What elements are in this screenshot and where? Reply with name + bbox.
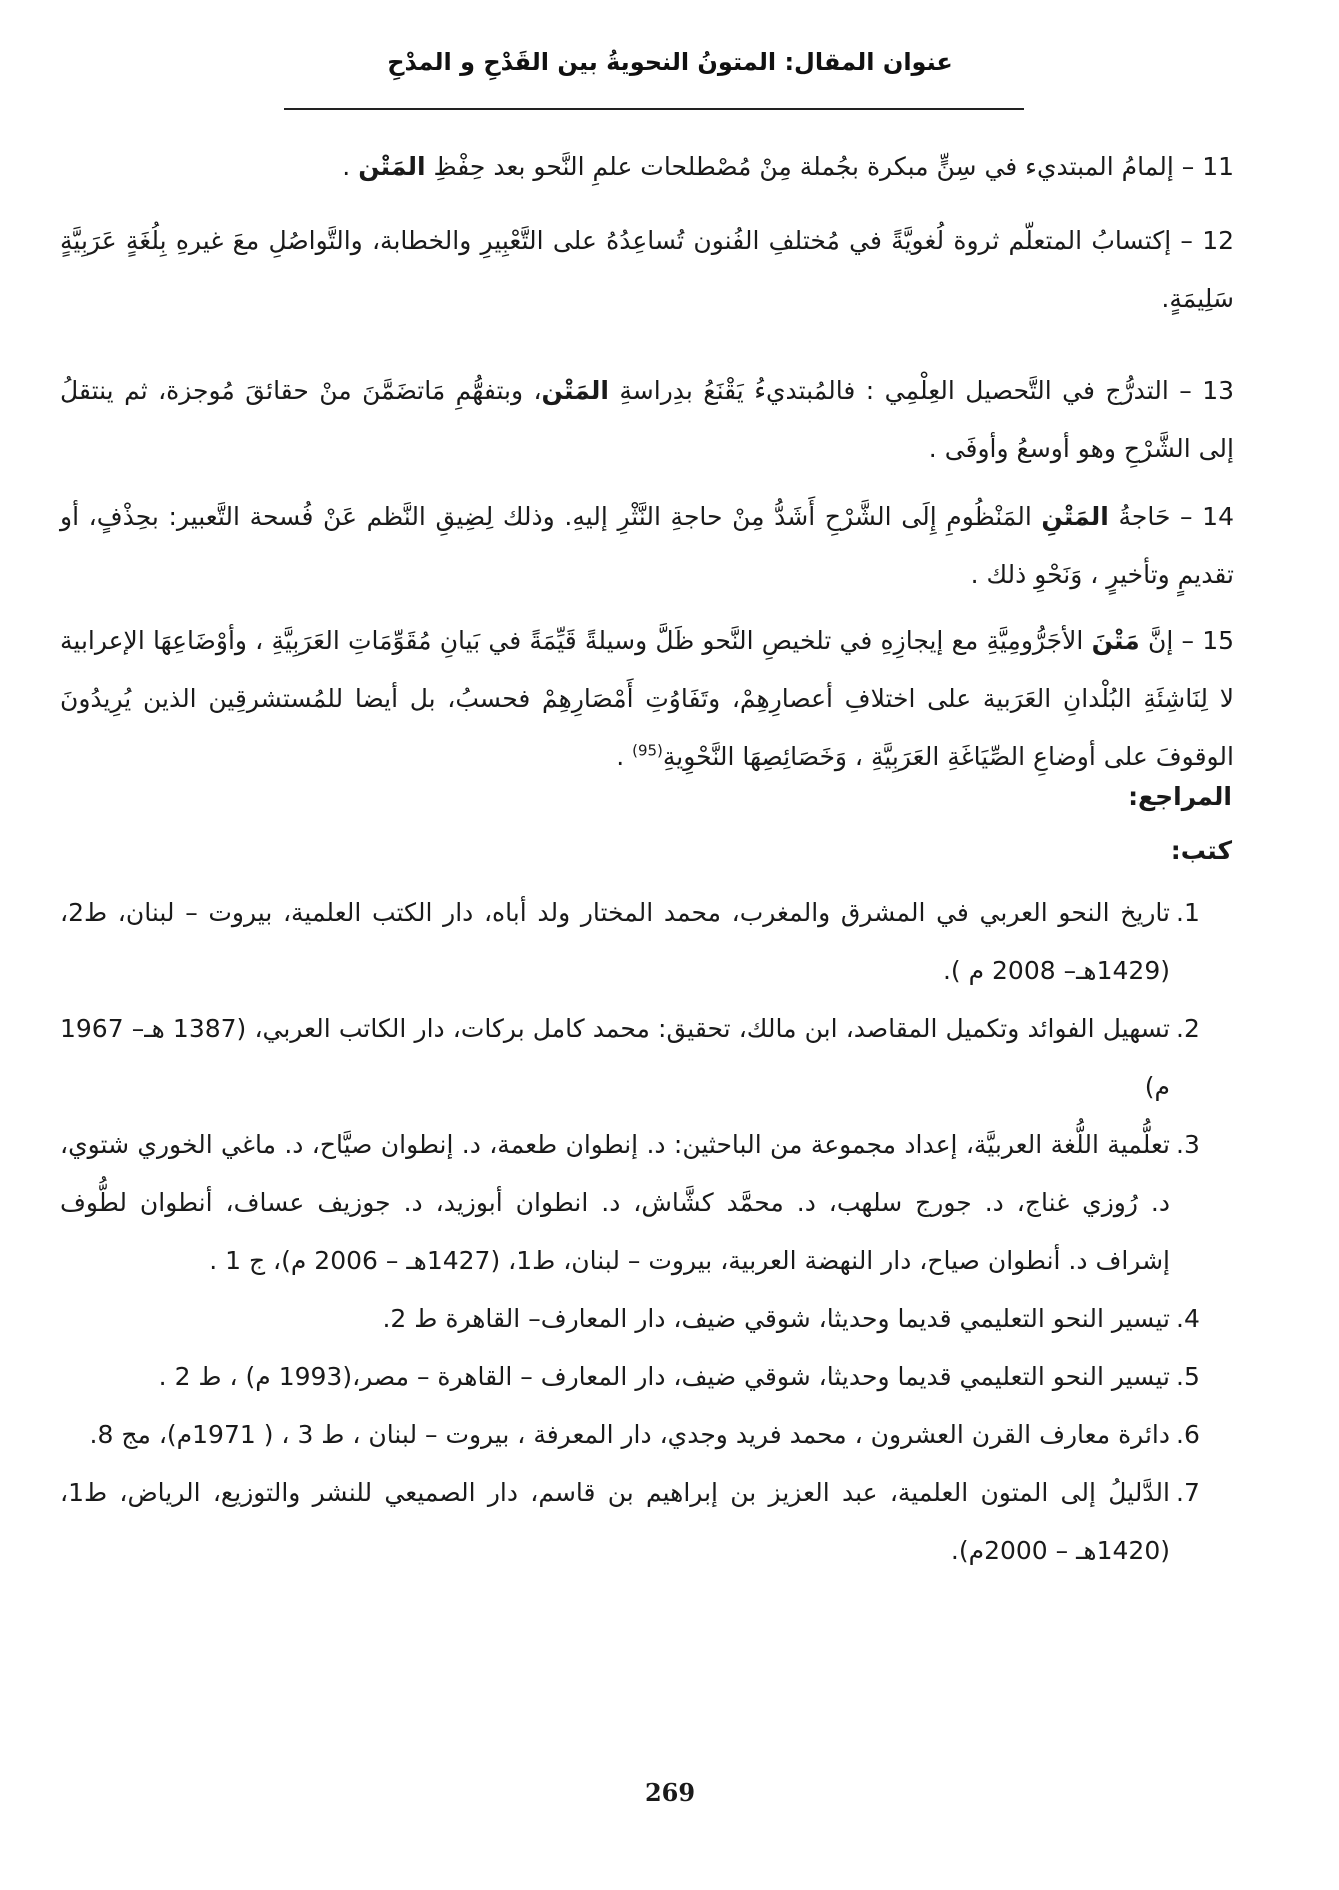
reference-number: 1. (1176, 898, 1200, 927)
reference-text: تيسير النحو التعليمي قديما وحديثا، شوقي ضيف، دار المعارف – القاهرة – مصر،(1993 م) ، ط 2 . (158, 1362, 1170, 1391)
point-text: – إلمامُ المبتديء في سِنٍّ مبكرة بجُملة مِنْ مُصْطلحات علمِ النَّحو بعد حِفْظِ (425, 152, 1203, 181)
point-text: – التدرُّج في التَّحصيل العِلْمِي : فالمُبتديءُ يَقْنَعُ بدِراسةِ (608, 376, 1203, 405)
reference-text: تيسير النحو التعليمي قديما وحديثا، شوقي ضيف، دار المعارف– القاهرة ط 2. (382, 1304, 1170, 1333)
header-divider (284, 108, 1024, 110)
reference-number: 2. (1176, 1014, 1200, 1043)
point-text-end: . (342, 152, 359, 181)
article-title: عنوان المقال: المتونُ النحويةُ بين القَدْحِ و المدْحِ (387, 48, 953, 76)
reference-item (60, 1348, 1200, 1406)
reference-number: 6. (1176, 1420, 1200, 1449)
reference-text: دائرة معارف القرن العشرون ، محمد فريد وجدي، دار المعرفة ، بيروت – لبنان ، ط 3 ، ( 1971م)، مج 8. (89, 1420, 1170, 1449)
point-text-cont: الأجَرُّومِيَّةِ مع إيجازِهِ في تلخيصِ النَّحو ظَلَّ وسيلةً قَيِّمَةً في بَيانِ مُقَوِّمَاتِ العَرَبِيَّةِ ، وأوْضَاعِهَا الإعرابية لا لِنَاشِئَةِ البُلْدانِ العَرَبية على اختلافِ أعصارِهِمْ، وتَفَاوُتِ أَمْصَارِهِمْ فحسبُ، بل أيضا للمُستشرقِين الذين يُرِيدُونَ الوقوفَ على أوضاعِ الصِّيَاغَةِ العَرَبِيَّةِ ، وَخَصَائِصِهَا النَّحْوِيةِ (60, 626, 1234, 771)
reference-item (60, 1290, 1200, 1348)
point-text: – حَاجةُ (1108, 502, 1203, 531)
bold-term: المَتْن (541, 376, 609, 405)
point-text: – إكتسابُ المتعلّم ثروة لُغويَّةً في مُختلفِ الفُنون تُساعِدُهُ على التَّعْبِيرِ والخطابة، والتَّواصُلِ معَ غيرهِ بِلُغَةٍ عَرَبِيَّةٍ سَلِيمَةٍ. (60, 226, 1234, 313)
point-12 (60, 212, 1234, 328)
point-text: – إنَّ (1139, 626, 1203, 655)
references-heading: المراجع: (1128, 782, 1232, 811)
references-list (60, 884, 1200, 1580)
point-15 (60, 612, 1234, 786)
point-14 (60, 488, 1234, 604)
reference-text: الدَّليلُ إلى المتون العلمية، عبد العزيز بن إبراهيم بن قاسم، دار الصميعي للنشر والتوزيع، الرياض، ط1، (1420هـ – 2000م). (60, 1478, 1170, 1565)
point-13 (60, 362, 1234, 478)
reference-text: تسهيل الفوائد وتكميل المقاصد، ابن مالك، تحقيق: محمد كامل بركات، دار الكاتب العربي، (1387 هـ– 1967 م) (60, 1014, 1170, 1101)
point-number: 13 (1202, 376, 1234, 405)
reference-item (60, 1464, 1200, 1580)
reference-text: تاريخ النحو العربي في المشرق والمغرب، محمد المختار ولد أباه، دار الكتب العلمية، بيروت – لبنان، ط2، (1429هـ– 2008 م ). (60, 898, 1170, 985)
point-number: 12 (1202, 226, 1234, 255)
reference-number: 3. (1176, 1130, 1200, 1159)
footnote-marker: (95) (632, 741, 663, 760)
point-number: 14 (1202, 502, 1234, 531)
point-text-end: ، وبتفهُّمِ مَاتضَمَّنَ منْ حقائقَ مُوجزة، ثم ينتقلُ إلى الشَّرْحِ وهو أوسعُ وأوفَى . (60, 376, 1234, 463)
bold-term: مَتْنَ (1091, 626, 1140, 655)
point-number: 15 (1202, 626, 1234, 655)
reference-item (60, 884, 1200, 1000)
page-number: 269 (644, 1778, 696, 1807)
reference-item (60, 1406, 1200, 1464)
point-text-end: المَنْظُومِ إِلَى الشَّرْحِ أَشَدُّ مِنْ حاجةِ النَّثْرِ إليهِ. وذلك لِضِيقِ النَّظم عَنْ فُسحة التَّعبير: بحِذْفٍ، أو تقديمٍ وتأخيرٍ ، وَنَحْوِ ذلك . (60, 502, 1234, 589)
books-heading: كتب: (1170, 836, 1232, 865)
reference-item (60, 1116, 1200, 1290)
reference-item (60, 1000, 1200, 1116)
bold-term: المَتْن (358, 152, 426, 181)
bold-term: المَتْنِ (1041, 502, 1109, 531)
reference-number: 5. (1176, 1362, 1200, 1391)
reference-number: 4. (1176, 1304, 1200, 1333)
reference-text: تعلُّمية اللُّغة العربيَّة، إعداد مجموعة من الباحثين: د. إنطوان طعمة، د. إنطوان صيَّاح، د. ماغي الخوري شتوي، د. رُوزي غناج، د. جورج سلهب، د. محمَّد كشَّاش، د. انطوان أبوزيد، د. جوزيف عساف، أنطوان لطُّوف إشراف د. أنطوان صياح، دار النهضة العربية، بيروت – لبنان، ط1، (1427هـ – 2006 م)، ج 1 . (60, 1130, 1170, 1275)
point-number: 11 (1202, 152, 1234, 181)
point-11 (60, 138, 1234, 196)
reference-number: 7. (1176, 1478, 1200, 1507)
point-text-end: . (616, 742, 633, 771)
